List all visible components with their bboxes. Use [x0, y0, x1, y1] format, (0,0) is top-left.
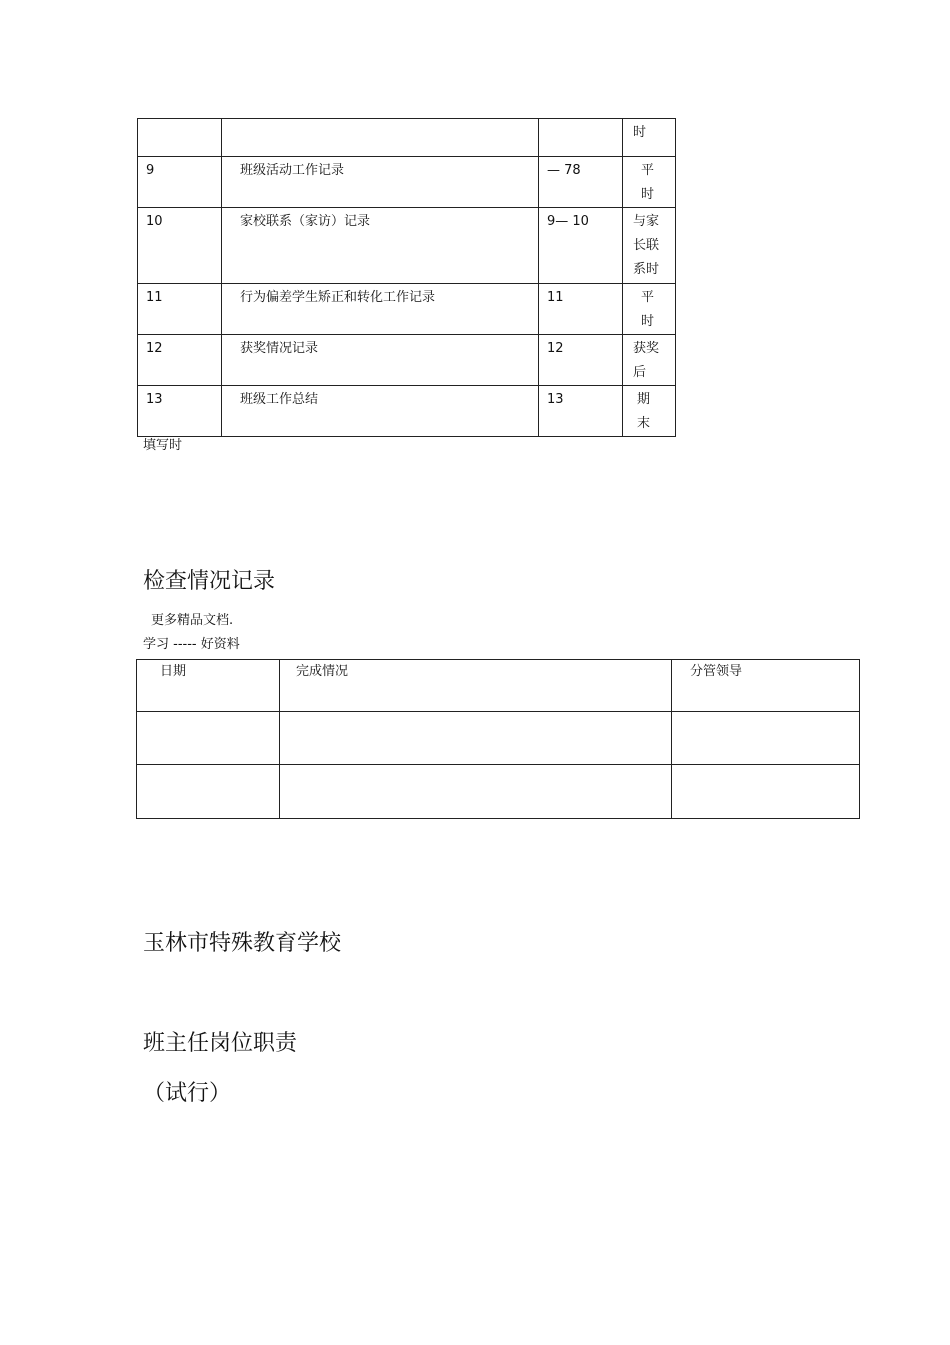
- cell-date: [137, 765, 280, 819]
- cell-completion: [280, 712, 672, 765]
- cell-supervisor: [672, 765, 860, 819]
- table-row: [137, 765, 860, 819]
- record-name: [222, 119, 539, 157]
- record-no: 13: [138, 386, 222, 437]
- check-section-title: 检查情况记录: [143, 569, 276, 594]
- record-name: 家校联系（家访）记录: [222, 208, 539, 284]
- record-no: 12: [138, 335, 222, 386]
- record-page: — 78: [539, 157, 623, 208]
- school-name: 玉林市特殊教育学校: [143, 931, 342, 956]
- cell-completion: [280, 765, 672, 819]
- record-name: 班级工作总结: [222, 386, 539, 437]
- table-row: [138, 335, 676, 386]
- record-page: 11: [539, 284, 623, 335]
- record-page: 12: [539, 335, 623, 386]
- record-time: 平 时: [623, 157, 676, 208]
- record-name: 行为偏差学生矫正和转化工作记录: [222, 284, 539, 335]
- table-row: [138, 208, 676, 284]
- record-no: 10: [138, 208, 222, 284]
- header-supervisor: 分管领导: [672, 660, 860, 712]
- record-no: [138, 119, 222, 157]
- note-more-documents: 更多精品文档.: [151, 613, 234, 628]
- record-name: 获奖情况记录: [222, 335, 539, 386]
- cell-date: [137, 712, 280, 765]
- record-table: [137, 118, 676, 437]
- record-no: 9: [138, 157, 222, 208]
- record-name: 班级活动工作记录: [222, 157, 539, 208]
- fill-time-note: 填写时: [143, 438, 183, 453]
- record-no: 11: [138, 284, 222, 335]
- table-row: [138, 284, 676, 335]
- table-row: [138, 119, 676, 157]
- check-table: [136, 659, 860, 819]
- document-title: 班主任岗位职责: [143, 1031, 298, 1056]
- table-row: [137, 712, 860, 765]
- table-row: [138, 157, 676, 208]
- cell-supervisor: [672, 712, 860, 765]
- record-time: 期 末: [623, 386, 676, 437]
- header-completion: 完成情况: [280, 660, 672, 712]
- record-page: [539, 119, 623, 157]
- record-time: 时: [623, 119, 676, 157]
- record-page: 9— 10: [539, 208, 623, 284]
- document-subtitle: （试行）: [143, 1081, 232, 1106]
- table-header-row: [137, 660, 860, 712]
- header-date: 日期: [137, 660, 280, 712]
- record-time: 获奖 后: [623, 335, 676, 386]
- record-page: 13: [539, 386, 623, 437]
- record-time: 平 时: [623, 284, 676, 335]
- record-time: 与家 长联 系时: [623, 208, 676, 284]
- note-study-materials: 学习 ----- 好资料: [143, 637, 240, 652]
- table-row: [138, 386, 676, 437]
